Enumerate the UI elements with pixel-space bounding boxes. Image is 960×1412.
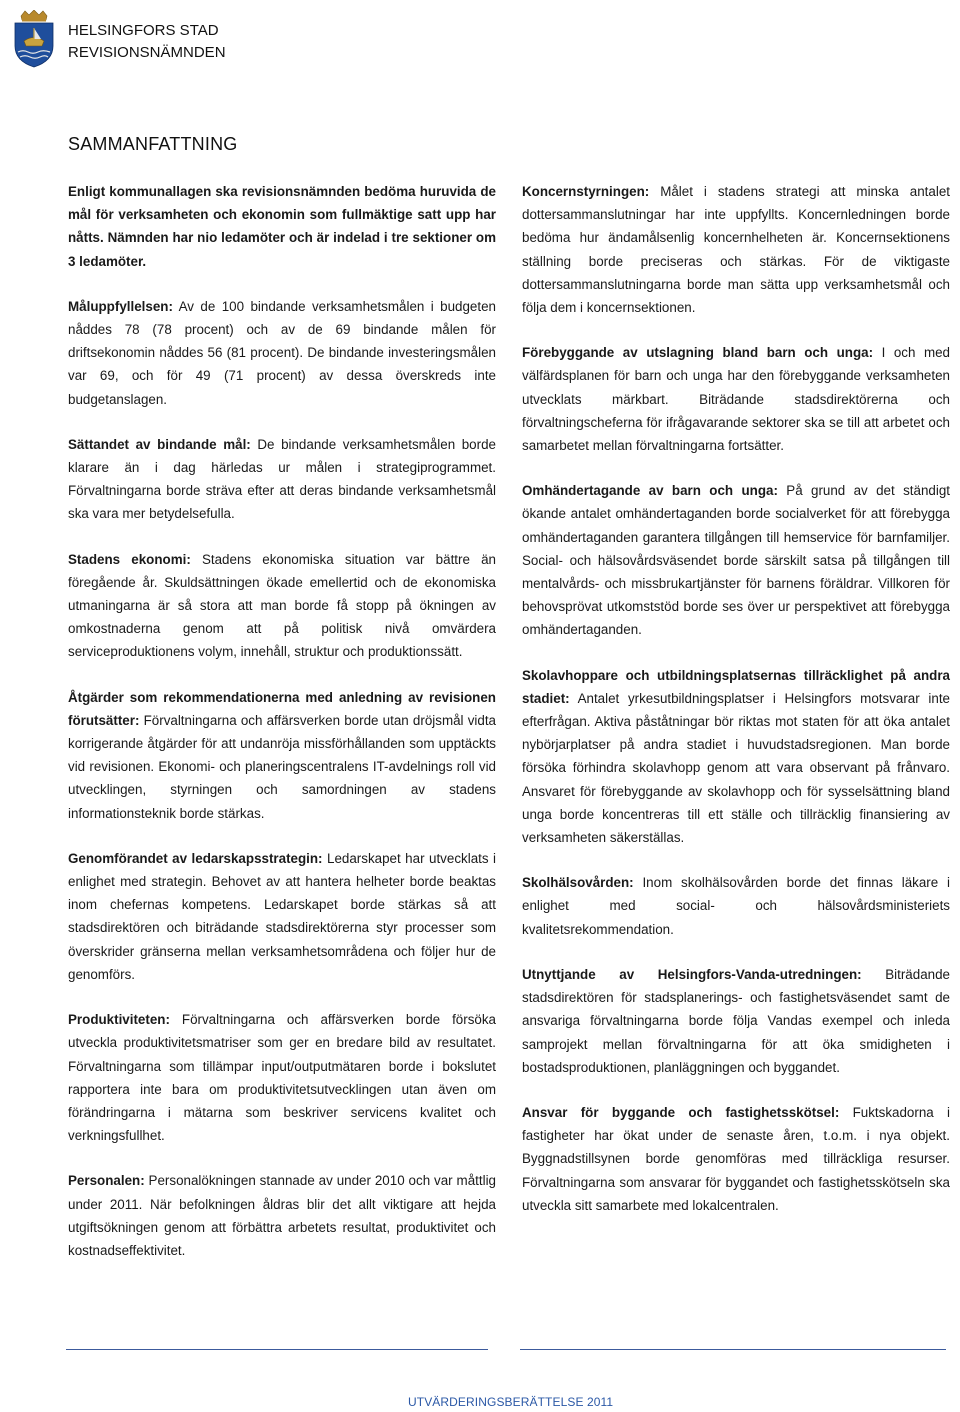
summary-paragraph — [68, 548, 496, 664]
paragraph-heading: Personalen: — [68, 1173, 145, 1189]
left-column — [68, 180, 496, 1284]
summary-paragraph — [522, 479, 950, 641]
paragraph-body: Stadens ekonomiska situation var bättre än föregående år. Skuldsättningen ökade emellertid och de ekonomiska utmaningarna är så stora att man borde få stopp på ökningen av omkostnaderna genom att på politisk nivå omvärdera serviceproduktionens volym, innehåll, struktur och produktionssätt. — [68, 551, 496, 660]
paragraph-body: I och med välfärdsplanen för barn och unga har den förebyggande verksamheten utvecklats märkbart. Biträdande stadsdirektörerna och förvaltningscheferna för ifrågavarande sektorer ska se till att arbetet och samarbetet mellan förvaltningarna fortsätter. — [522, 345, 950, 454]
paragraph-body: Enligt kommunallagen ska revisionsnämnden bedöma huruvida de mål för verksamheten och ekonomin som fullmäktige satt upp har nåtts. Nämnden har nio ledamöter och är indelad i tre sektioner om 3 ledamöter. — [68, 184, 496, 269]
summary-paragraph — [522, 1101, 950, 1217]
paragraph-heading: Förebyggande av utslagning bland barn och unga: — [522, 345, 874, 361]
paragraph-heading: Ansvar för byggande och fastighetsskötsel: — [522, 1104, 840, 1120]
paragraph-body: Förvaltningarna och affärsverken borde försöka utveckla produktivitetsmatriser som ger en bredare bild av resultatet. Förvaltningarna som tillämpar input/outputmätaren borde i bokslutet rapportera inte bara om produktivitetsutvecklingen utan även om förändringarna i mätarna som beskriver servicens kvalitet och verkningsfullhet. — [68, 1012, 496, 1144]
paragraph-heading: Måluppfyllelsen: — [68, 298, 173, 314]
paragraph-body: Inom skolhälsovården borde det finnas läkare i enlighet med social- och hälsovårdsministeriets kvalitetsrekommendation. — [522, 875, 950, 937]
paragraph-body: Biträdande stadsdirektören för stadsplanerings- och fastighetsväsendet samt de ansvariga förvaltningarna borde följa Vandas exempel och inleda samprojekt mellan förvaltningarna för att öka smidigheten i bostadsproduktionen, planläggningen och byggandet. — [522, 966, 950, 1075]
page-title: SAMMANFATTNING — [68, 134, 238, 154]
paragraph-body: På grund av det ständigt ökande antalet omhändertaganden borde socialverket för att förebygga omhändertaganden garantera tillgången till hemservice för barnfamiljer. Social- och hälsovårdsväsendet borde särskilt satsa på tillgången till mentalvårds- och missbrukartjänster för barnens föräldrar. Villkoren för behovsprövat utkomststöd borde ses över ur perspektivet att förebygga omhändertaganden. — [522, 483, 950, 638]
summary-paragraph — [522, 664, 950, 850]
paragraph-body: Fuktskadorna i fastigheter har ökat under de senaste åren, t.o.m. i nya objekt. Byggnadstillsynen borde genomföras med tillräckliga resurser. Förvaltningarna som ansvarar för byggandet och fastighetsskötseln ska utveckla sitt samarbete med lokalcentralen. — [522, 1104, 950, 1213]
paragraph-heading: Stadens ekonomi: — [68, 551, 191, 567]
paragraph-heading: Åtgärder som rekommendationerna med anledning av revisionen förutsätter: — [68, 689, 496, 728]
paragraph-heading: Omhändertagande av barn och unga: — [522, 483, 778, 499]
summary-paragraph — [68, 1008, 496, 1147]
summary-paragraph — [68, 1169, 496, 1262]
org-line-1: HELSINGFORS STAD — [68, 22, 219, 39]
paragraph-heading: Genomförandet av ledarskapsstrategin: — [68, 850, 323, 866]
summary-paragraph — [522, 341, 950, 457]
summary-paragraph — [68, 686, 496, 825]
footer-rule-left — [66, 1349, 488, 1350]
paragraph-heading: Skolhälsovården: — [522, 875, 634, 891]
paragraph-heading: Produktiviteten: — [68, 1012, 170, 1028]
paragraph-body: Antalet yrkesutbildningsplatser i Helsingfors motsvarar inte efterfrågan. Aktiva påståtningar bör riktas mot staten för att öka antalet nybörjarplatser på andra stadiet i huvudstadsregionen. Man borde försöka förhindra skolavhopp genom att vara observant på frånvaro. Ansvaret för förebyggande av skolavhopp och för sysselsättning bland unga borde koncentreras till ett ställe och tillräcklig finansiering av verksamheten säkerställas. — [522, 690, 950, 846]
summary-paragraph — [68, 433, 496, 526]
summary-paragraph — [522, 871, 950, 941]
organization-name — [68, 20, 226, 64]
right-column — [522, 180, 950, 1239]
coat-of-arms-icon — [12, 10, 56, 68]
summary-paragraph — [68, 847, 496, 986]
paragraph-body: De bindande verksamhetsmålen borde klarare än i dag härledas ur målen i strategiprogrammet. Förvaltningarna borde sträva efter att deras bindande verksamhetsmål ska vara mer betydelsefulla. — [68, 436, 496, 522]
paragraph-body: Förvaltningarna och affärsverken borde utan dröjsmål vidta korrigerande åtgärder för att undanröja missförhållanden som upptäckts vid revisionen. Ekonomi- och planeringscentralens IT-avdelnings roll vid utvecklingen, styrningen och samordningen av stadens informationsteknik borde stärkas. — [68, 712, 496, 821]
org-line-2: REVISIONSNÄMNDEN — [68, 44, 226, 61]
footer-rule-right — [520, 1349, 946, 1350]
paragraph-body: Målet i stadens strategi att minska antalet dottersammanslutningar har inte uppfyllts. Koncernledningen borde bedöma hur ändamålsenlig koncernhelheten är. Koncernsektionens ställning borde preciseras och stärkas. För de viktigaste dottersammanslutningarna borde man sätta upp verksamhetsmål och följa dem i koncernsektionen. — [522, 184, 950, 316]
paragraph-body: Personalökningen stannade av under 2010 och var måttlig under 2011. När befolkningen åldras blir det allt viktigare att hejda utgiftsökningen genom att förbättra arbetets resultat, produktivitet och kostnadseffektivitet. — [68, 1173, 496, 1258]
paragraph-heading: Koncernstyrningen: — [522, 184, 650, 199]
paragraph-body: Ledarskapet har utvecklats i enlighet med strategin. Behovet av att hantera helheter borde beaktas inom chefernas kompetens. Ledarskapet borde stärkas så att stadsdirektören och biträdande stadsdirektörerna styr processer som överskrider gränserna mellan verksamhetsområdena och följer hur de genomförs. — [68, 850, 497, 982]
summary-paragraph — [522, 180, 950, 319]
summary-paragraph — [522, 963, 950, 1079]
page-footer: UTVÄRDERINGSBERÄTTELSE 2011 — [408, 1395, 614, 1409]
paragraph-heading: Sättandet av bindande mål: — [68, 436, 251, 452]
summary-paragraph — [68, 295, 496, 411]
paragraph-heading: Skolavhoppare och utbildningsplatsernas tillräcklighet på andra stadiet: — [522, 667, 950, 706]
paragraph-heading: Utnyttjande av Helsingfors-Vanda-utredningen: — [522, 966, 862, 982]
summary-paragraph — [68, 180, 496, 273]
paragraph-body: Av de 100 bindande verksamhetsmålen i budgeten nåddes 78 (78 procent) och av de 69 bindande målen för driftsekonomin nåddes 56 (81 procent). De bindande investeringsmålen var 69, och för 49 (71 procent) av dessa överskreds inte budgetanslagen. — [68, 298, 496, 407]
